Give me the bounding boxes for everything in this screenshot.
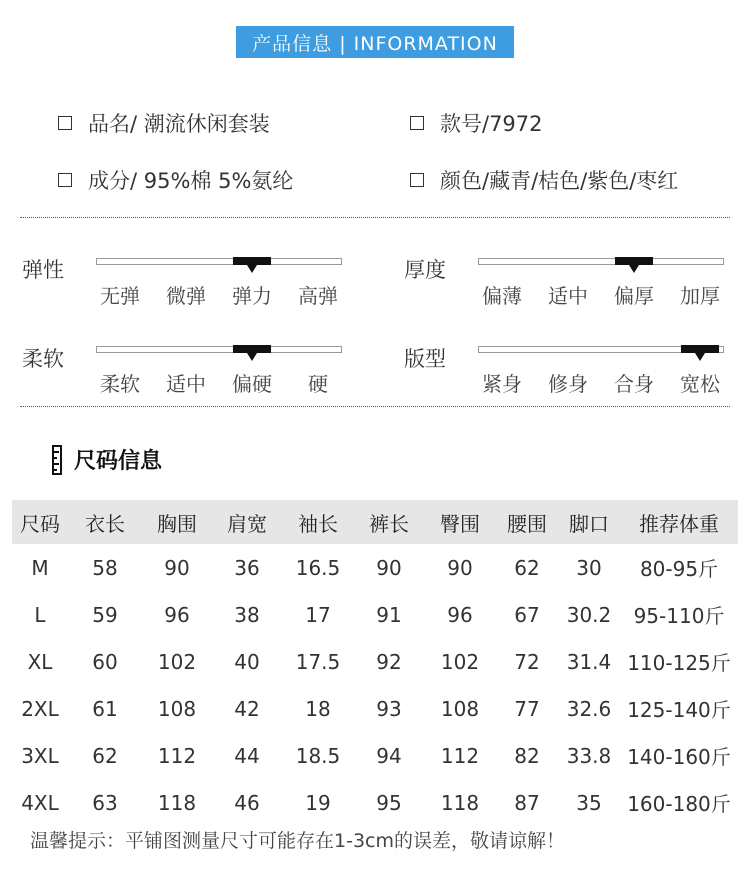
table-cell: 3XL	[21, 743, 59, 768]
size-section-title	[52, 444, 162, 475]
table-cell: 92	[376, 649, 402, 674]
table-cell: 62	[92, 743, 118, 768]
scale-option: 柔软	[100, 372, 140, 396]
table-header-cell: 推荐体重	[639, 511, 719, 536]
table-cell: 4XL	[21, 790, 59, 815]
scale-option: 微弹	[166, 284, 206, 308]
table-cell: 118	[440, 790, 480, 815]
info-model-text: 款号/7972	[440, 112, 543, 136]
table-cell: 112	[440, 743, 480, 768]
table-cell: 36	[234, 555, 260, 580]
table-cell: 30	[576, 555, 602, 580]
table-cell: 95	[376, 790, 402, 815]
scale-option: 弹力	[232, 284, 272, 308]
scale-bar	[478, 258, 724, 265]
table-cell: 38	[234, 602, 260, 627]
attr-label: 弹性	[22, 258, 64, 282]
table-cell: 160-180斤	[627, 792, 731, 816]
table-cell: 16.5	[295, 555, 341, 580]
scale-option: 偏薄	[482, 284, 522, 308]
table-header-cell: 脚口	[569, 511, 609, 536]
size-table	[12, 500, 738, 826]
table-cell: 17	[305, 602, 331, 627]
table-row	[12, 638, 738, 685]
info-material-text: 成分/ 95%棉 5%氨纶	[88, 169, 294, 193]
table-cell: 94	[376, 743, 402, 768]
scale-bar	[478, 346, 724, 353]
table-header-cell: 肩宽	[227, 511, 267, 536]
table-cell: 32.6	[566, 696, 612, 721]
scale-option: 无弹	[100, 284, 140, 308]
table-cell: 80-95斤	[639, 557, 719, 581]
table-cell: 82	[514, 743, 540, 768]
attr-label: 柔软	[22, 347, 64, 371]
info-material	[58, 165, 293, 195]
table-cell: 96	[164, 602, 190, 627]
info-name	[58, 108, 270, 138]
table-cell: M	[31, 555, 49, 580]
table-cell: 118	[157, 790, 197, 815]
ruler-icon	[52, 445, 62, 475]
table-row	[12, 779, 738, 826]
table-cell: 31.4	[566, 649, 612, 674]
scale-bar	[96, 346, 342, 353]
scale-arrow-icon	[695, 353, 705, 361]
table-cell: 40	[234, 649, 260, 674]
scale-marker	[233, 257, 271, 265]
table-cell: 17.5	[295, 649, 341, 674]
table-cell: 67	[514, 602, 540, 627]
table-header-row	[12, 500, 738, 544]
table-header-cell: 袖长	[298, 511, 338, 536]
table-row	[12, 591, 738, 638]
table-cell: 108	[440, 696, 480, 721]
table-cell: 125-140斤	[627, 698, 731, 722]
table-header-cell: 尺码	[20, 511, 60, 536]
table-cell: 58	[92, 555, 118, 580]
table-cell: XL	[27, 649, 53, 674]
scale-marker	[615, 257, 653, 265]
table-cell: 46	[234, 790, 260, 815]
table-cell: 102	[157, 649, 197, 674]
table-cell: 2XL	[21, 696, 59, 721]
table-cell: 90	[164, 555, 190, 580]
table-row	[12, 732, 738, 779]
table-cell: 62	[514, 555, 540, 580]
table-cell: 30.2	[566, 602, 612, 627]
table-cell: 108	[157, 696, 197, 721]
table-cell: 61	[92, 696, 118, 721]
checkbox-icon	[410, 173, 424, 187]
table-row	[12, 685, 738, 732]
scale-option: 紧身	[482, 372, 522, 396]
table-cell: 95-110斤	[633, 604, 725, 628]
table-cell: 110-125斤	[627, 651, 731, 675]
attr-label: 厚度	[404, 258, 446, 282]
checkbox-icon	[58, 116, 72, 130]
table-cell: 102	[440, 649, 480, 674]
attr-label: 版型	[404, 347, 446, 371]
table-cell: 60	[92, 649, 118, 674]
scale-arrow-icon	[247, 265, 257, 273]
table-header-cell: 腰围	[507, 511, 547, 536]
table-cell: 42	[234, 696, 260, 721]
scale-arrow-icon	[247, 353, 257, 361]
scale-marker	[681, 345, 719, 353]
table-cell: 35	[576, 790, 602, 815]
scale-option: 合身	[614, 372, 654, 396]
divider	[20, 217, 730, 218]
checkbox-icon	[58, 173, 72, 187]
table-header-cell: 裤长	[369, 511, 409, 536]
scale-option: 偏硬	[232, 372, 272, 396]
measurement-note: 温馨提示：平铺图测量尺寸可能存在1-3cm的误差，敬请谅解！	[30, 830, 565, 852]
table-cell: L	[34, 602, 46, 627]
scale-marker	[233, 345, 271, 353]
size-title-text: 尺码信息	[74, 449, 163, 474]
scale-option: 硬	[308, 372, 328, 396]
scale-option: 偏厚	[614, 284, 654, 308]
table-header-cell: 胸围	[157, 511, 197, 536]
table-cell: 18.5	[295, 743, 341, 768]
scale-bar	[96, 258, 342, 265]
section-banner: 产品信息 | INFORMATION	[236, 26, 514, 58]
table-cell: 87	[514, 790, 540, 815]
table-cell: 18	[305, 696, 331, 721]
table-cell: 59	[92, 602, 118, 627]
divider	[20, 406, 730, 407]
table-cell: 77	[514, 696, 540, 721]
checkbox-icon	[410, 116, 424, 130]
info-color-text: 颜色/藏青/桔色/紫色/枣红	[440, 169, 679, 193]
scale-option: 宽松	[680, 372, 720, 396]
table-cell: 140-160斤	[627, 745, 731, 769]
scale-option: 修身	[548, 372, 588, 396]
table-header-cell: 臀围	[440, 511, 480, 536]
scale-option: 适中	[548, 284, 588, 308]
table-cell: 96	[447, 602, 473, 627]
table-cell: 19	[305, 790, 331, 815]
table-cell: 93	[376, 696, 402, 721]
scale-option: 高弹	[298, 284, 338, 308]
info-name-text: 品名/ 潮流休闲套装	[88, 112, 270, 136]
table-cell: 90	[376, 555, 402, 580]
table-cell: 33.8	[566, 743, 612, 768]
table-cell: 90	[447, 555, 473, 580]
table-header-cell: 衣长	[85, 511, 125, 536]
scale-option: 加厚	[680, 284, 720, 308]
table-row	[12, 544, 738, 591]
scale-option: 适中	[166, 372, 206, 396]
table-cell: 63	[92, 790, 118, 815]
scale-arrow-icon	[629, 265, 639, 273]
table-cell: 44	[234, 743, 260, 768]
info-model	[410, 108, 543, 138]
table-cell: 91	[376, 602, 402, 627]
table-cell: 72	[514, 649, 540, 674]
table-cell: 112	[157, 743, 197, 768]
info-color	[410, 165, 678, 195]
